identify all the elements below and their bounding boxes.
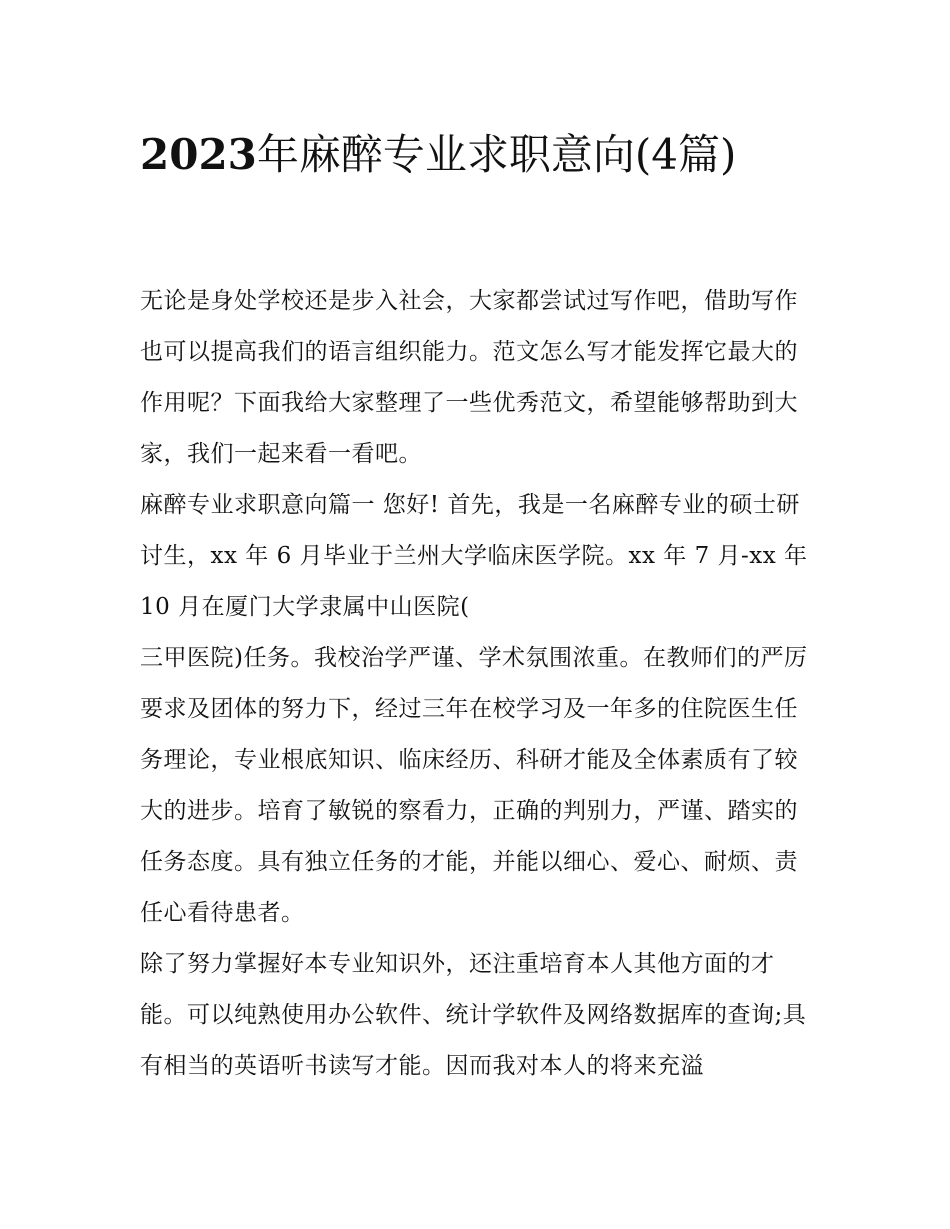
body-paragraph-1: 麻醉专业求职意向篇一 您好! 首先，我是一名麻醉专业的硕士研讨生，xx 年 6 月毕业于兰州大学临床医学院。xx 年 7 月-xx 年 10 月在厦门大学隶属中山医院( <box>140 492 808 620</box>
intro-paragraph: 无论是身处学校还是步入社会，大家都尝试过写作吧，借助写作也可以提高我们的语言组织能力。范文怎么写才能发挥它最大的作用呢？下面我给大家整理了一些优秀范文，希望能够帮助到大家，我们一起来看一看吧。 <box>140 288 798 467</box>
title-text: 年麻醉专业求职意向(4篇) <box>256 130 737 179</box>
title-year: 2023 <box>140 130 257 179</box>
document-body <box>140 276 816 1092</box>
document-title <box>140 118 820 191</box>
body-paragraph-3: 除了努力掌握好本专业知识外，还注重培育本人其他方面的才能。可以纯熟使用办公软件、统计学软件及网络数据库的查询;具有相当的英语听书读写才能。因而我对本人的将来充溢 <box>140 951 807 1079</box>
body-paragraph-2: 三甲医院)任务。我校治学严谨、学术氛围浓重。在教师们的严厉要求及团体的努力下，经过三年在校学习及一年多的住院医生任务理论，专业根底知识、临床经历、科研才能及全体素质有了较大的进步。培育了敏锐的察看力，正确的判别力，严谨、踏实的任务态度。具有独立任务的才能，并能以细心、爱心、耐烦、责任心看待患者。 <box>140 645 808 926</box>
